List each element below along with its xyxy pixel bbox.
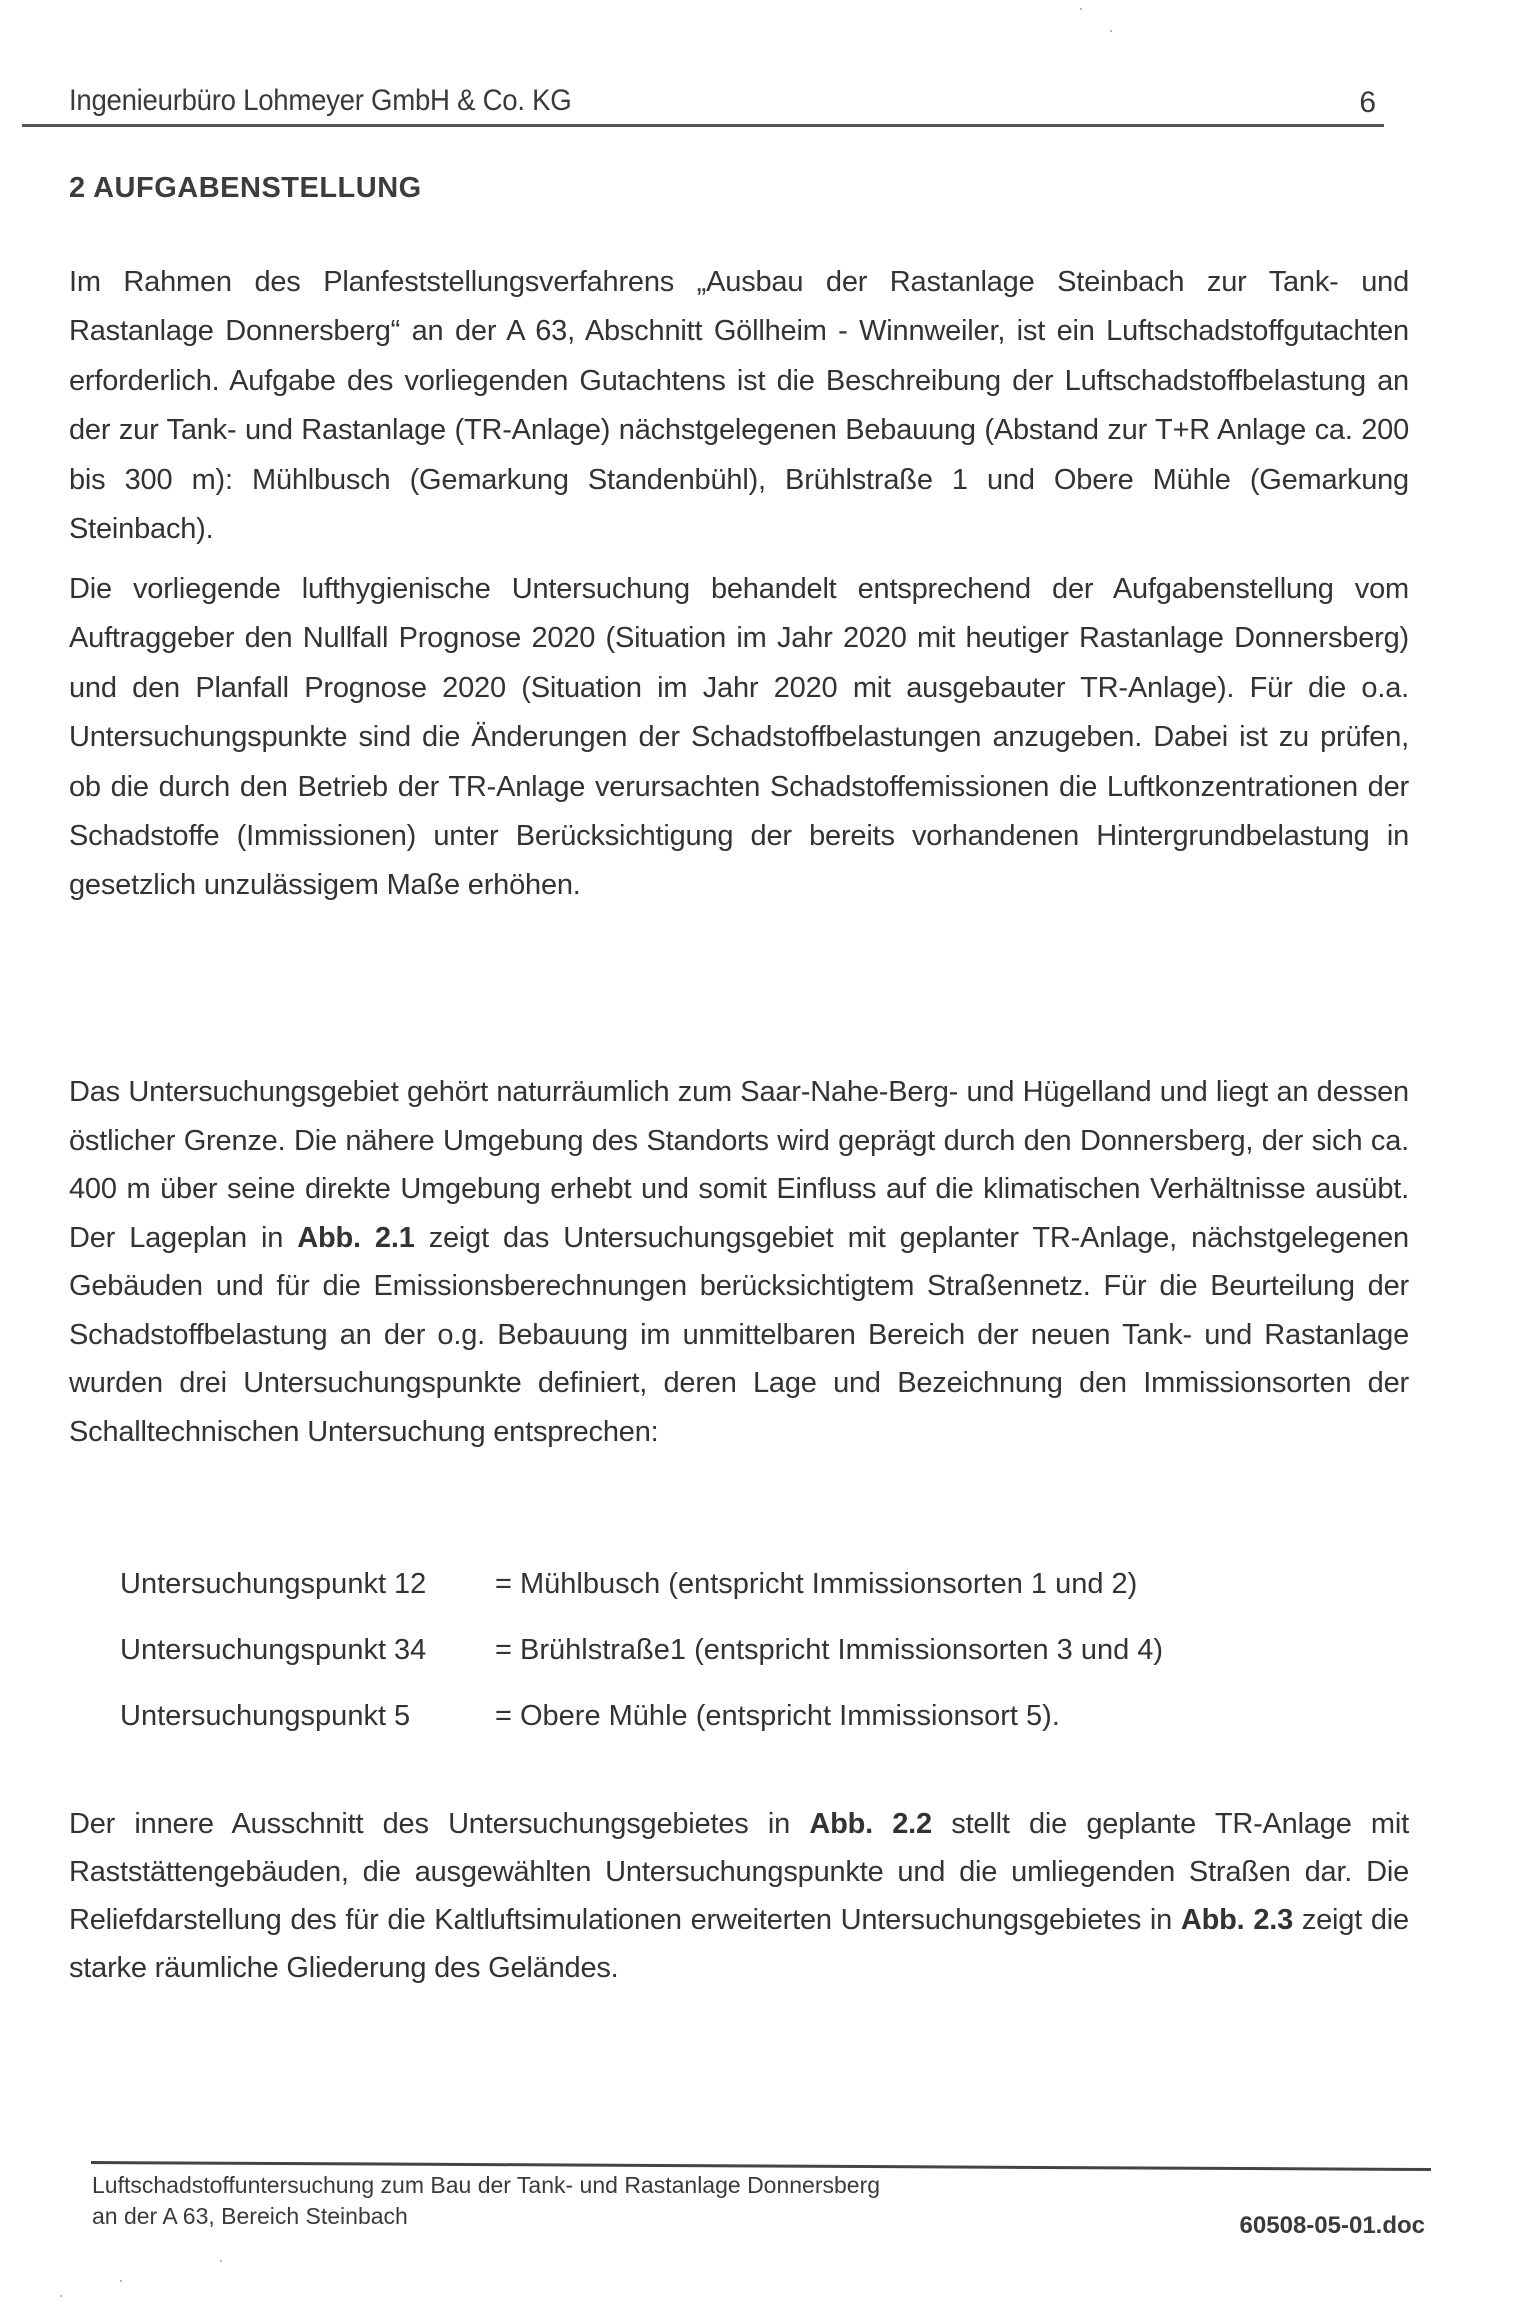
paragraph-4 xyxy=(69,1800,1409,1992)
footer-rule xyxy=(91,2161,1431,2171)
paragraph-3 xyxy=(69,1068,1409,1456)
paragraph-1: Im Rahmen des Planfeststellungsverfahrens „Ausbau der Rastanlage Steinbach zur Tank- und Rastanlage Donnersberg“ an der A 63, Abschnitt Göllheim - Winnweiler, ist ein Luftschadstoffgutachten erforderlich. Aufgabe des vorliegenden Gutachtens ist die Beschreibung der Luftschadstoffbelastung an der zur Tank- und Rastanlage (TR-Anlage) nächstgelegenen Bebauung (Abstand zur T+R Anlage ca. 200 bis 300 m): Mühlbusch (Gemarkung Standenbühl), Brühlstraße 1 und Obere Mühle (Gemarkung Steinbach). xyxy=(69,266,1409,546)
point-label: Untersuchungspunkt 5 xyxy=(120,1700,411,1732)
footer-document-id: 60508-05-01.doc xyxy=(1239,2212,1425,2239)
footer-title-line-2: an der A 63, Bereich Steinbach xyxy=(92,2203,408,2229)
figure-ref-abb-2-2: Abb. 2.2 xyxy=(809,1808,932,1840)
scan-noise xyxy=(60,2295,62,2297)
scan-noise xyxy=(1080,8,1082,10)
paragraph-3-text-a: Das Untersuchungsgebiet gehört naturräumlich zum Saar-Nahe-Berg- und Hügelland und liegt an dessen östlicher Grenze. Die nähere Umgebung des Standorts wird geprägt durch den Donnersberg, der sich ca. 400 m über seine direkte Umgebung erhebt und somit Einfluss auf die klimatischen Verhältnisse ausübt. Der Lageplan in xyxy=(69,1076,1409,1254)
scan-noise xyxy=(220,2260,222,2262)
page-number: 6 xyxy=(1359,86,1376,119)
page-header xyxy=(69,82,1384,128)
paragraph-4-text-b: stellt die geplante TR-Anlage mit Raststättengebäuden, die ausgewählten Untersuchungspunkte und die umliegenden Straßen dar. Die Reliefdarstellung des für die Kaltluftsimulationen erweiterten Untersuchungsgebietes in xyxy=(69,1808,1409,1936)
point-description: = Mühlbusch (entspricht Immissionsorten 1 und 2) xyxy=(495,1568,1138,1600)
point-description: = Brühlstraße1 (entspricht Immissionsorten 3 und 4) xyxy=(495,1634,1164,1666)
figure-ref-abb-2-1: Abb. 2.1 xyxy=(297,1221,415,1254)
paragraph-4-text-a: Der innere Ausschnitt des Untersuchungsgebietes in xyxy=(69,1808,810,1840)
footer-title-line-1: Luftschadstoffuntersuchung zum Bau der Tank- und Rastanlage Donnersberg xyxy=(92,2172,881,2198)
scan-noise xyxy=(1110,30,1112,32)
section-heading: 2 AUFGABENSTELLUNG xyxy=(69,172,422,204)
paragraph-2: Die vorliegende lufthygienische Untersuchung behandelt entsprechend der Aufgabenstellung vom Auftraggeber den Nullfall Prognose 2020 (Situation im Jahr 2020 mit heutiger Rastanlage Donnersberg) und den Planfall Prognose 2020 (Situation im Jahr 2020 mit ausgebauter TR-Anlage). Für die o.a. Untersuchungspunkte sind die Änderungen der Schadstoffbelastungen anzugeben. Dabei ist zu prüfen, ob die durch den Betrieb der TR-Anlage verursachten Schadstoffemissionen die Luftkonzentrationen der Schadstoffe (Immissionen) unter Berücksichtigung der bereits vorhandenen Hintergrundbelastung in gesetzlich unzulässigem Maße erhöhen. xyxy=(69,573,1409,902)
scan-noise xyxy=(120,2280,122,2282)
point-description: = Obere Mühle (entspricht Immissionsort 5). xyxy=(495,1700,1060,1732)
header-company: Ingenieurbüro Lohmeyer GmbH & Co. KG xyxy=(69,84,572,117)
header-rule xyxy=(22,124,1384,127)
point-label: Untersuchungspunkt 34 xyxy=(120,1634,427,1666)
figure-ref-abb-2-3: Abb. 2.3 xyxy=(1180,1904,1294,1936)
point-label: Untersuchungspunkt 12 xyxy=(120,1568,427,1600)
paragraph-3-text-b: zeigt das Untersuchungsgebiet mit geplanter TR-Anlage, nächstgelegenen Gebäuden und für die Emissionsberechnungen berücksichtigtem Straßennetz. Für die Beurteilung der Schadstoffbelastung an der o.g. Bebauung im unmittelbaren Bereich der neuen Tank- und Rastanlage wurden drei Untersuchungspunkte definiert, deren Lage und Bezeichnung den Immissionsorten der Schalltechnischen Untersuchung entsprechen: xyxy=(69,1221,1409,1448)
paragraph-4-text-c: zeigt die starke räumliche Gliederung des Geländes. xyxy=(69,1904,1409,1984)
